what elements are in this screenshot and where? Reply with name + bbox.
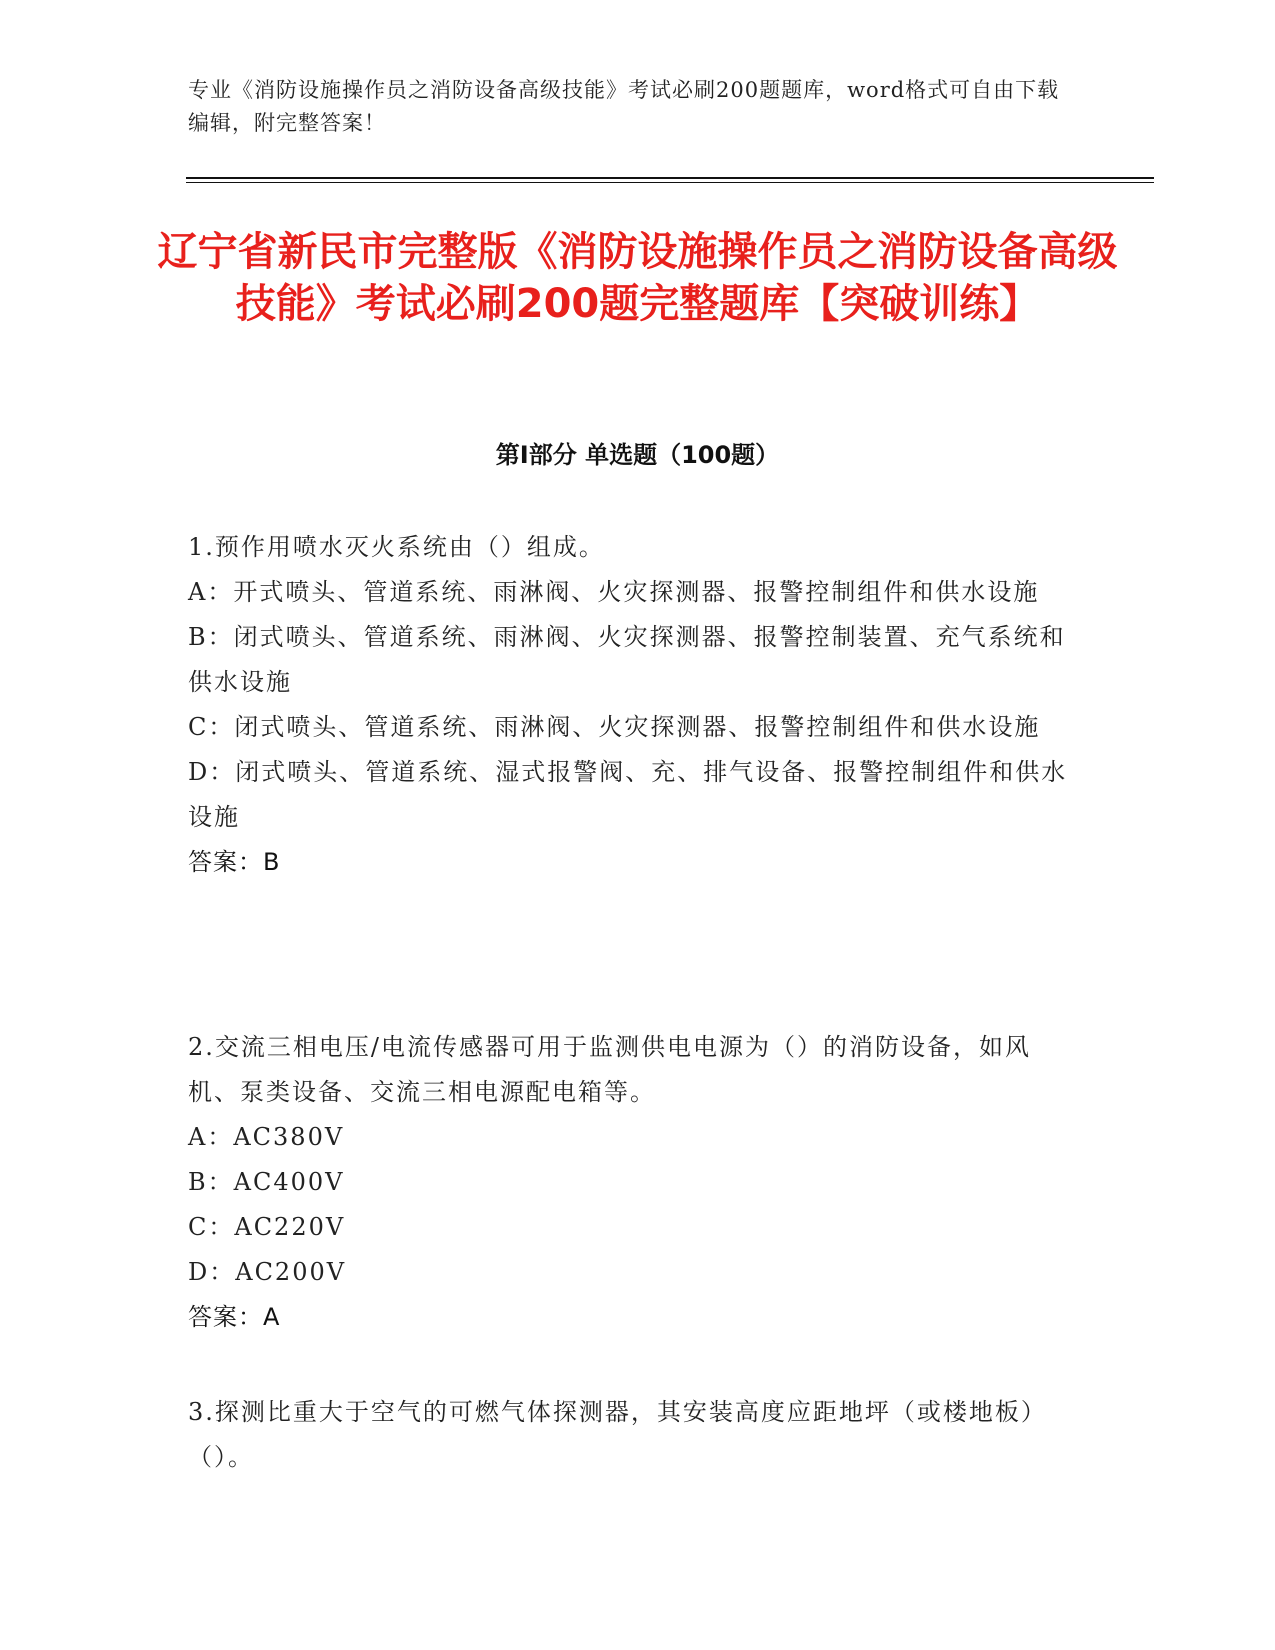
question-stem: 3.探测比重大于空气的可燃气体探测器，其安装高度应距地坪（或楼地板）（）。 xyxy=(188,1398,1047,1471)
option-c: C：闭式喷头、管道系统、雨淋阀、火灾探测器、报警控制组件和供水设施 xyxy=(188,713,1041,741)
section-heading: 第Ⅰ部分 单选题（100题） xyxy=(495,441,780,469)
header-divider-thick xyxy=(186,177,1154,179)
question-stem: 1.预作用喷水灭火系统由（）组成。 xyxy=(188,533,605,561)
option-a: A：开式喷头、管道系统、雨淋阀、火灾探测器、报警控制组件和供水设施 xyxy=(188,578,1040,606)
answer: 答案：B xyxy=(188,848,281,876)
answer: 答案：A xyxy=(188,1303,281,1331)
question-3 xyxy=(188,1390,1068,1480)
option-c: C：AC220V xyxy=(188,1213,346,1241)
option-d: D：AC200V xyxy=(188,1258,347,1286)
option-a: A：AC380V xyxy=(188,1123,345,1151)
header-divider-thin xyxy=(186,182,1154,183)
header-note: 专业《消防设施操作员之消防设备高级技能》考试必刷200题题库，word格式可自由下载编辑，附完整答案！ xyxy=(188,78,1060,135)
option-b: B：AC400V xyxy=(188,1168,345,1196)
question-1 xyxy=(188,525,1068,885)
option-b: B：闭式喷头、管道系统、雨淋阀、火灾探测器、报警控制装置、充气系统和供水设施 xyxy=(188,623,1066,696)
document-title: 辽宁省新民市完整版《消防设施操作员之消防设备高级技能》考试必刷200题完整题库【突破训练】 xyxy=(157,229,1118,327)
option-d: D：闭式喷头、管道系统、湿式报警阀、充、排气设备、报警控制组件和供水设施 xyxy=(188,758,1068,831)
question-stem: 2.交流三相电压/电流传感器可用于监测供电电源为（）的消防设备，如风机、泵类设备、交流三相电源配电箱等。 xyxy=(188,1033,1031,1106)
question-2 xyxy=(188,1025,1068,1340)
